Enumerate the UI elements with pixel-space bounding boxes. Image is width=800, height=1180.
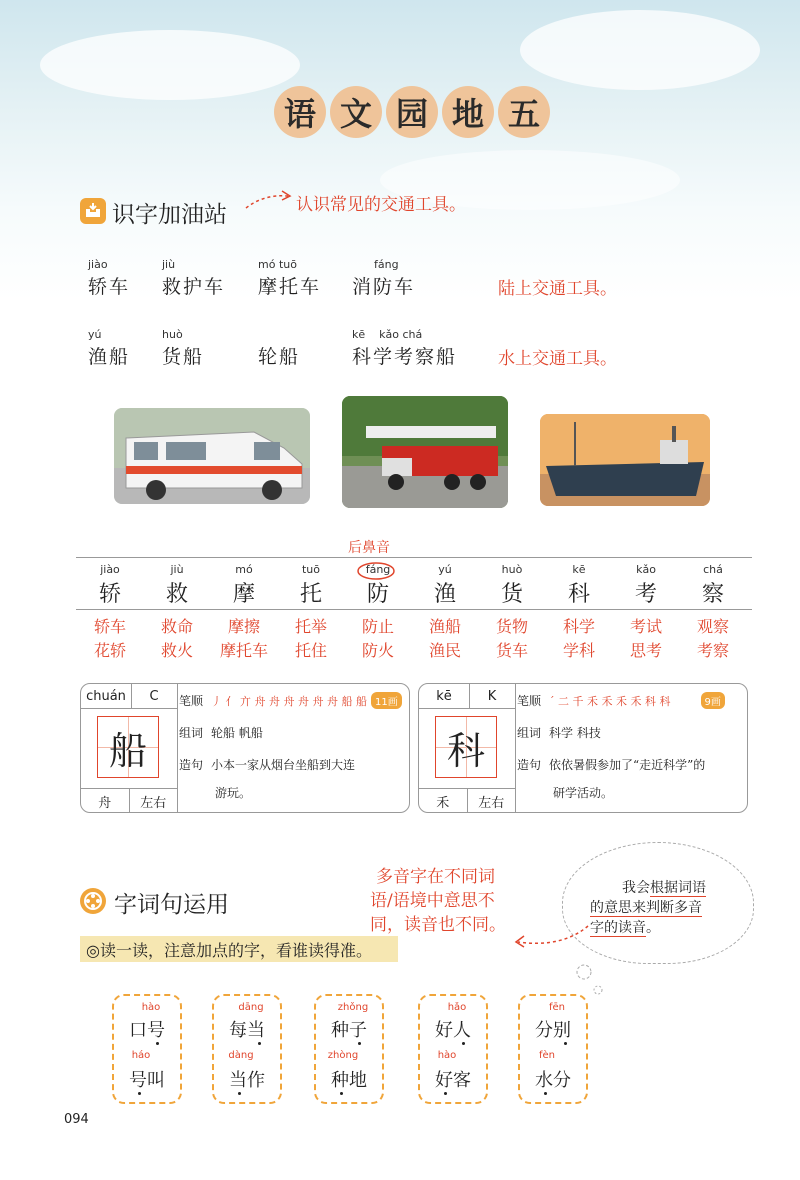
cloud-decoration xyxy=(40,30,300,100)
polyphone-pinyin: hào xyxy=(141,1002,161,1013)
stroke-order: ˊ 二 千 禾 禾 禾 禾 科 科 xyxy=(549,695,671,708)
char-table-column xyxy=(486,563,538,608)
card-radical: 舟 xyxy=(81,789,130,813)
card-structure: 左右 xyxy=(478,795,505,811)
polyphone-pinyin: fèn xyxy=(538,1050,555,1061)
char-pinyin: tuō xyxy=(301,563,320,576)
char-table-column xyxy=(687,563,739,608)
char-example-words: 渔船 渔民 xyxy=(428,617,461,660)
word-item: fáng 消防车 xyxy=(352,258,416,298)
polyphone-word: 种子 xyxy=(331,1020,367,1041)
char-table-column xyxy=(352,563,404,608)
char-table-column xyxy=(151,563,203,608)
char-example-words: 摩擦 摩托车 xyxy=(219,617,268,660)
section-note: 认识常见的交通工具。 xyxy=(296,195,466,215)
char-example-words: 科学 学科 xyxy=(562,617,595,660)
polyphone-word: 水分 xyxy=(535,1070,571,1091)
char-glyph: 货 xyxy=(500,582,523,607)
char-glyph: 渔 xyxy=(433,582,456,607)
char-table-column xyxy=(419,563,471,608)
char-table-column xyxy=(218,563,270,608)
section-title-word-usage: 字词句运用 xyxy=(114,892,229,918)
char-glyph: 轿 xyxy=(98,582,121,607)
cargo-ship-photo xyxy=(540,414,710,506)
word-item: kē kǎo chá 科学考察船 xyxy=(352,328,458,368)
title-char: 语 xyxy=(274,86,326,138)
char-example-words: 考试 思考 xyxy=(629,617,662,660)
polyphone-word: 种地 xyxy=(331,1070,367,1091)
character-card-ke: kē K 科 禾 左右 笔顺 ˊ 二 千 禾 禾 禾 禾 科 科 9画 组词 科学 科技 造句 依依暑假参加了“走近科学”的 研学活动。 xyxy=(418,683,748,813)
char-pinyin: yú xyxy=(438,563,452,576)
word-item: huò 货船 xyxy=(162,328,205,368)
ambulance-photo xyxy=(114,408,310,504)
polyphone-pinyin: hǎo xyxy=(447,1002,467,1013)
word-item: yú 渔船 xyxy=(88,328,131,368)
polyphone-word: 当作 xyxy=(229,1070,265,1091)
polyphone-pinyin: zhǒng xyxy=(337,1002,369,1013)
char-table-column xyxy=(84,563,136,608)
char-glyph: 防 xyxy=(366,582,389,607)
char-pinyin: kē xyxy=(572,563,586,576)
char-example-words: 救命 救火 xyxy=(160,617,193,660)
title-char: 地 xyxy=(442,86,494,138)
word-item: 轮船 xyxy=(258,346,301,368)
title-char: 文 xyxy=(330,86,382,138)
polyphone-word: 每当 xyxy=(229,1020,265,1041)
char-pinyin: mó xyxy=(235,563,253,576)
cloud-decoration xyxy=(520,10,760,90)
char-pinyin: huò xyxy=(501,563,523,576)
polyphone-pinyin: fēn xyxy=(548,1002,565,1013)
polyphone-card xyxy=(212,994,282,1104)
char-glyph: 察 xyxy=(701,582,724,607)
card-sentence: 依依暑假参加了“走近科学”的 xyxy=(549,758,706,772)
char-pinyin: jiào xyxy=(100,563,120,576)
polyphone-note-line: 语/语境中意思不 xyxy=(370,891,495,911)
inbox-icon xyxy=(80,198,106,224)
char-example-words: 货物 货车 xyxy=(495,617,528,660)
card-letter: K xyxy=(469,684,515,709)
char-pinyin: fáng xyxy=(365,563,391,576)
char-glyph: 科 xyxy=(567,582,590,607)
card-sentence-cont: 研学活动。 xyxy=(553,786,614,800)
card-letter: C xyxy=(131,684,177,709)
word-item: mó tuō 摩托车 xyxy=(258,258,322,298)
card-pinyin: chuán xyxy=(81,684,132,709)
char-example-words: 防止 防火 xyxy=(361,617,394,660)
char-pinyin: jiù xyxy=(170,563,184,576)
section-title-literacy: 识字加油站 xyxy=(112,202,227,228)
water-transport-note: 水上交通工具。 xyxy=(498,349,617,369)
polyphone-pinyin: háo xyxy=(131,1050,151,1061)
char-pinyin: chá xyxy=(703,563,723,576)
task-instruction: ◎读一读，注意加点的字，看谁读得准。 xyxy=(80,936,398,962)
polyphone-word: 好客 xyxy=(435,1070,471,1091)
polyphone-word: 号叫 xyxy=(129,1070,165,1091)
polyphone-pinyin: dàng xyxy=(228,1050,254,1061)
char-table-column xyxy=(620,563,672,608)
card-character: 科 xyxy=(435,716,497,778)
char-glyph: 摩 xyxy=(232,582,255,607)
polyphone-card xyxy=(314,994,384,1104)
card-words: 科学 科技 xyxy=(549,726,601,740)
card-structure: 左右 xyxy=(140,795,167,811)
card-radical: 禾 xyxy=(419,789,468,813)
dashed-arrow-icon xyxy=(512,920,592,950)
card-pinyin: kē xyxy=(419,684,470,709)
char-example-words: 轿车 花轿 xyxy=(93,617,126,660)
polyphone-card xyxy=(418,994,488,1104)
card-sentence: 小本一家从烟台坐船到大连 xyxy=(211,758,356,772)
stroke-order: 丿 亻 亣 舟 舟 舟 舟 舟 舟 船 船 xyxy=(211,695,367,708)
char-table-column xyxy=(553,563,605,608)
char-example-words: 托举 托住 xyxy=(294,617,327,660)
word-item: jiù 救护车 xyxy=(162,258,226,298)
word-item: jiào 轿车 xyxy=(88,258,131,298)
page-title xyxy=(274,86,550,138)
polyphone-pinyin: hào xyxy=(437,1050,457,1061)
polyphone-pinyin: zhòng xyxy=(327,1050,359,1061)
dashed-arrow-icon xyxy=(244,188,294,212)
card-character: 船 xyxy=(97,716,159,778)
reel-icon xyxy=(80,888,106,914)
fire-truck-photo xyxy=(342,396,508,508)
character-card-chuan: chuán C 船 舟 左右 笔顺 丿 亻 亣 舟 舟 舟 舟 舟 舟 船 船 11画 组词 轮船 帆船 造句 小本一家从烟台坐船到大连 游玩。 xyxy=(80,683,410,813)
page-number: 094 xyxy=(64,1112,89,1127)
polyphone-card xyxy=(518,994,588,1104)
polyphone-note-line: 多音字在不同词 xyxy=(376,867,495,887)
card-sentence-cont: 游玩。 xyxy=(215,786,252,800)
title-char: 园 xyxy=(386,86,438,138)
title-char: 五 xyxy=(498,86,550,138)
char-glyph: 考 xyxy=(634,582,657,607)
divider xyxy=(76,609,752,610)
char-glyph: 托 xyxy=(299,582,322,607)
stroke-count-badge: 11画 xyxy=(371,692,402,709)
stroke-count-badge: 9画 xyxy=(701,692,725,709)
char-glyph: 救 xyxy=(165,582,188,607)
char-pinyin: kǎo xyxy=(636,563,656,576)
char-table-column xyxy=(285,563,337,608)
polyphone-card xyxy=(112,994,182,1104)
polyphone-pinyin: dāng xyxy=(238,1002,264,1013)
bubble-text: 我会根据词语 的意思来判断多音 字的读音。 xyxy=(590,880,706,936)
polyphone-word: 口号 xyxy=(129,1020,165,1041)
land-transport-note: 陆上交通工具。 xyxy=(498,279,617,299)
card-words: 轮船 帆船 xyxy=(211,726,263,740)
divider xyxy=(76,557,752,558)
polyphone-word: 好人 xyxy=(435,1020,471,1041)
back-nasal-note: 后鼻音 xyxy=(348,540,390,556)
polyphone-note-line: 同，读音也不同。 xyxy=(370,915,506,935)
char-example-words: 观察 考察 xyxy=(696,617,729,660)
polyphone-word: 分别 xyxy=(535,1020,571,1041)
